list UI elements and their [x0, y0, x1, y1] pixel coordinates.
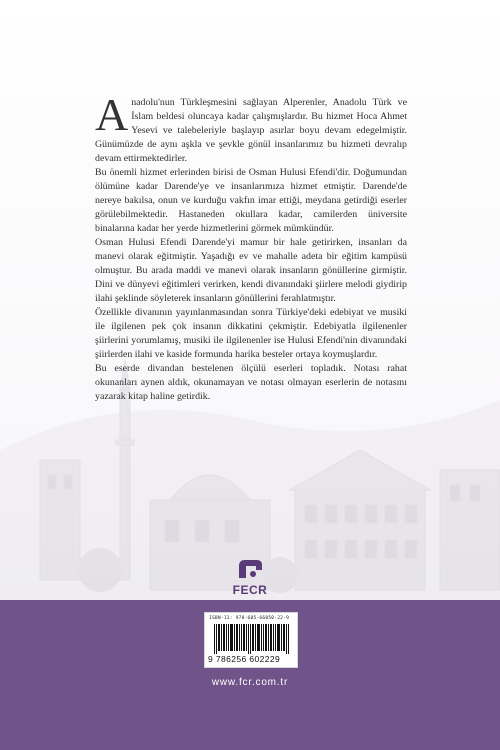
paragraph-4: Özellikle divanının yayınlanmasından sonra Türkiye'deki edebiyat ve musiki ile ilgilenen pek çok insanın dikkatini çekmiştir. Edebiyatla ilgilenenler şiirlerini yorumlamış, musiki ile ilgilenenler ise Hulusi Efendi'nin divanındaki şiirlerden ilahi ve kaside formunda harika besteler ortaya koymuşlardır. [95, 307, 407, 360]
drop-cap: A [95, 89, 129, 140]
paragraph-3: Osman Hulusi Efendi Darende'yi mamur bir hale getirirken, insanları da manevi olarak eğitmiştir. Yaşadığı ev ve mahalle adeta bir eğitim kampüsü olmuştur. Bu arada maddi ve manevi olarak insanların gönüllerine girmiştir. Dini ve dünyevi eğitimleri verirken, kendi divanındaki şiirlere melodi giydirip ilahi şeklinde söyleterek insanların gönüllerini ferahlatmıştır. [95, 237, 407, 304]
isbn-label: ISBN-13: 978-605-66050-22-9 [209, 616, 290, 621]
paragraph-5: Bu eserde divandan bestelenen ölçülü eserleri topladık. Notası rahat okunanları aynen aldık, okunamayan ve notası olmayan eserlerin de notasını yazarak kitap haline getirdik. [95, 363, 407, 402]
paragraph-1-text: nadolu'nun Türkleşmesini sağlayan Alperenler, Anadolu Türk ve İslam beldesi oluncaya kadar çalışmışlardır. Bu hizmet Hoca Ahmet Yesevi ve talebeleriyle başlayıp asırlar boyu devam edegelmiştir. Günümüzde de aynı aşkla ve şevkle gönül insanlarımız bu hizmeti devralıp devam ettirmektedirler. [95, 97, 407, 164]
paragraph-1 [95, 89, 407, 166]
fecr-logo-icon [235, 556, 265, 582]
barcode-digits: 9 786256 602229 [208, 654, 281, 664]
back-cover-text [95, 89, 407, 404]
publisher-website: www.fcr.com.tr [211, 677, 289, 688]
publisher-logo-text: FECR [232, 583, 268, 597]
publisher-logo [219, 556, 281, 597]
barcode-icon [214, 624, 290, 654]
barcode-box [204, 612, 298, 668]
paragraph-2: Bu önemli hizmet erlerinden birisi de Osman Hulusi Efendi'dir. Doğumundan ölümüne kadar Darende'ye ve insanlarımıza hizmet etmiştir. Darende'de nereye bakılsa, onun ve kurduğu vakfın imar ettiği, meydana getirdiği eserler görülebilmektedir. Hastaneden okullara kadar, camilerden üniversite binalarına kadar her yerde hizmetlerini görmek mümkündür. [95, 167, 407, 234]
